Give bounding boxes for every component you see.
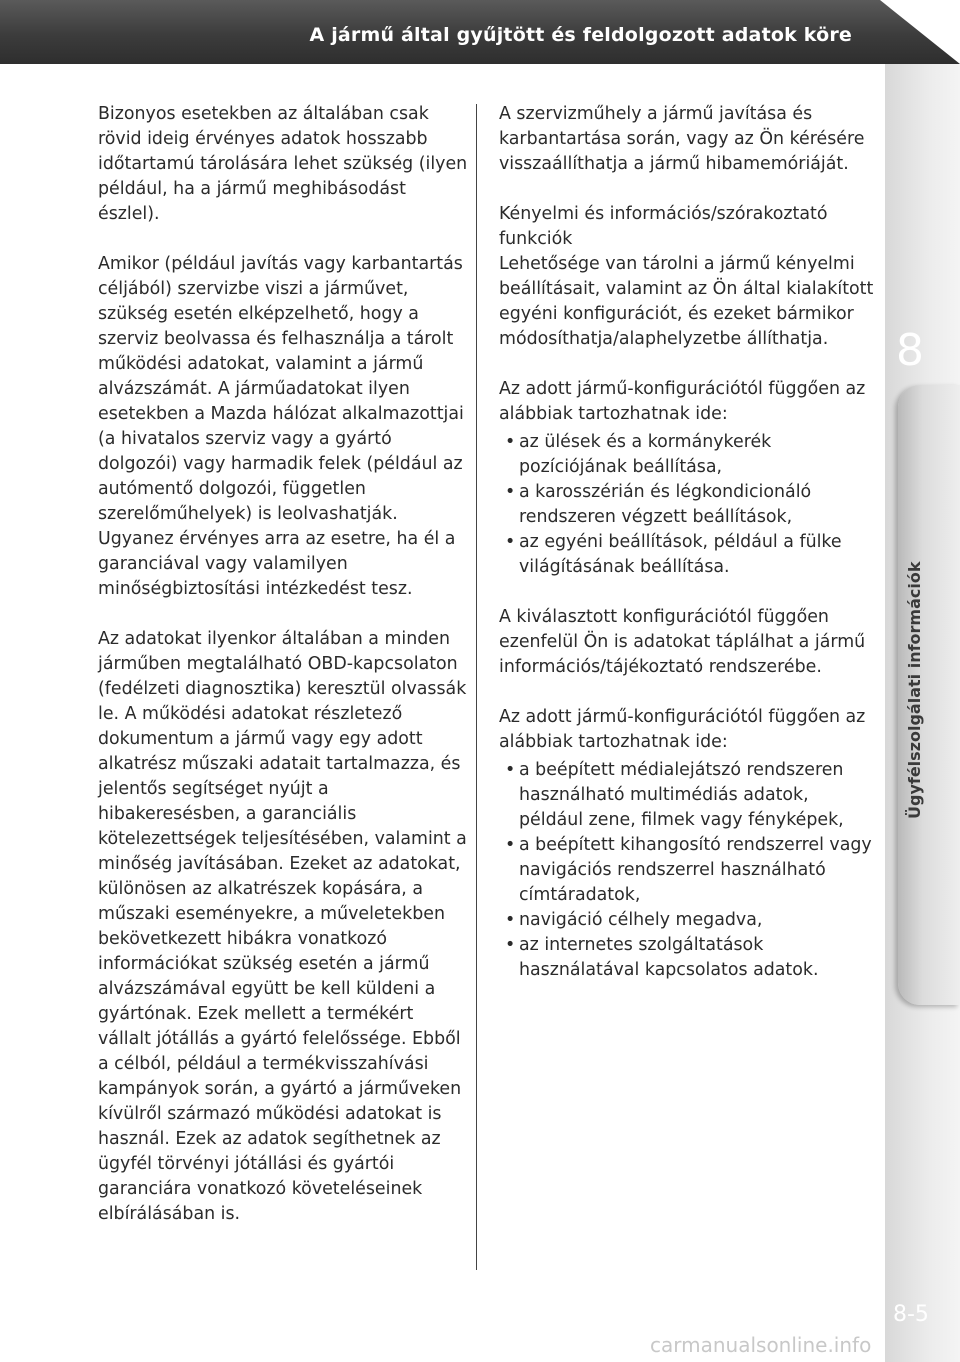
list-item: • a beépített médialejátszó rendszeren használható multimédiás adatok, például zene, filmek vagy fényképek, [499,758,874,833]
section-body: Lehetősége van tárolni a jármű kényelmi beállításait, valamint az Ön által kialakított egyéni konfigurációt, és ezeket bármikor módosíthatja/alaphelyzetbe állíthatja. [499,254,874,349]
watermark-text[interactable]: carmanualsonline.info [650,1333,872,1357]
header-corner-cut [880,0,960,64]
section-heading: Kényelmi és információs/szórakoztató funkciók [499,204,828,249]
bullet-list [499,758,874,983]
list-item: • az internetes szolgáltatások használatával kapcsolatos adatok. [499,933,874,983]
chapter-number: 8 [896,325,924,376]
column-divider [476,104,477,1270]
list-item: • a karosszérián és légkondicionáló rendszeren végzett beállítások, [499,480,874,530]
list-item: • navigáció célhely megadva, [499,908,874,933]
paragraph: Amikor (például javítás vagy karbantartás céljából) szervizbe viszi a járművet, szükség esetén elképzelhető, hogy a szerviz beolvassa és felhasználja a tárolt működési adatokat, valamint a jármű alvázszámát. A járműadatokat ilyen esetekben a Mazda hálózat alkalmazottjai (a hivatalos szerviz vagy a gyártó dolgozói) vagy harmadik felek (például az autómentő dolgozói, független szerelőműhelyek) is leolvashatják. Ugyanez érvényes arra az esetre, ha él a garanciával vagy valamilyen minőségbiztosítási intézkedést tesz. [98,254,464,599]
list-item: • az egyéni beállítások, például a fülke világításának beállítása. [499,530,874,580]
page-header-title: A jármű által gyűjtött és feldolgozott adatok köre [309,24,852,46]
left-column [98,102,470,1252]
page-header [0,0,960,64]
page-number: 8-5 [893,1302,929,1327]
list-item: • az ülések és a kormánykerék pozíciójának beállítása, [499,430,874,480]
right-column [499,102,874,1008]
paragraph: A kiválasztott konfigurációtól függően ezenfelül Ön is adatokat táplálhat a jármű információs/tájékoztató rendszerébe. [499,607,866,677]
chapter-label: Ügyfélszolgálati információk [905,561,924,819]
paragraph: Bizonyos esetekben az általában csak rövid ideig érvényes adatok hosszabb időtartamú tárolására lehet szükség (ilyen például, ha a jármű meghibásodást észlel). [98,104,468,224]
list-item: • a beépített kihangosító rendszerrel vagy navigációs rendszerrel használható címtáradatok, [499,833,874,908]
paragraph: Az adatokat ilyenkor általában a minden járműben megtalálható OBD-kapcsolaton (fedélzeti diagnosztika) keresztül olvassák le. A működési adatokat részletező dokumentum a jármű vagy egy adott alkatrész műszaki adatait tartalmazza, és jelentős segítséget nyújt a hibakeresésben, a garanciális kötelezettségek teljesítésében, valamint a minőség javításában. Ezeket az adatokat, különösen az alkatrészek kopására, a műszaki eseményekre, a műveletekben bekövetkezett hibákra vonatkozó információkat szükség esetén a jármű alvázszámával együtt be kell küldeni a gyártónak. Ezek mellett a termékért vállalt jótállás a gyártó felelőssége. Ebből a célból, például a termékvisszahívási kampányok során, a gyártó a járműveken kívülről származó működési adatokat is használ. Ezek az adatok segíthetnek az ügyfél törvényi jótállási és gyártói garanciára vonatkozó követeléseinek elbírálásában is. [98,629,467,1224]
section [499,202,874,352]
paragraph: A szervizműhely a jármű javítása és karbantartása során, vagy az Ön kérésére visszaállíthatja a jármű hibamemóriáját. [499,104,865,174]
bullet-list [499,430,874,580]
paragraph: Az adott jármű-konfigurációtól függően az alábbiak tartozhatnak ide: [499,707,866,752]
paragraph: Az adott jármű-konfigurációtól függően az alábbiak tartozhatnak ide: [499,379,866,424]
